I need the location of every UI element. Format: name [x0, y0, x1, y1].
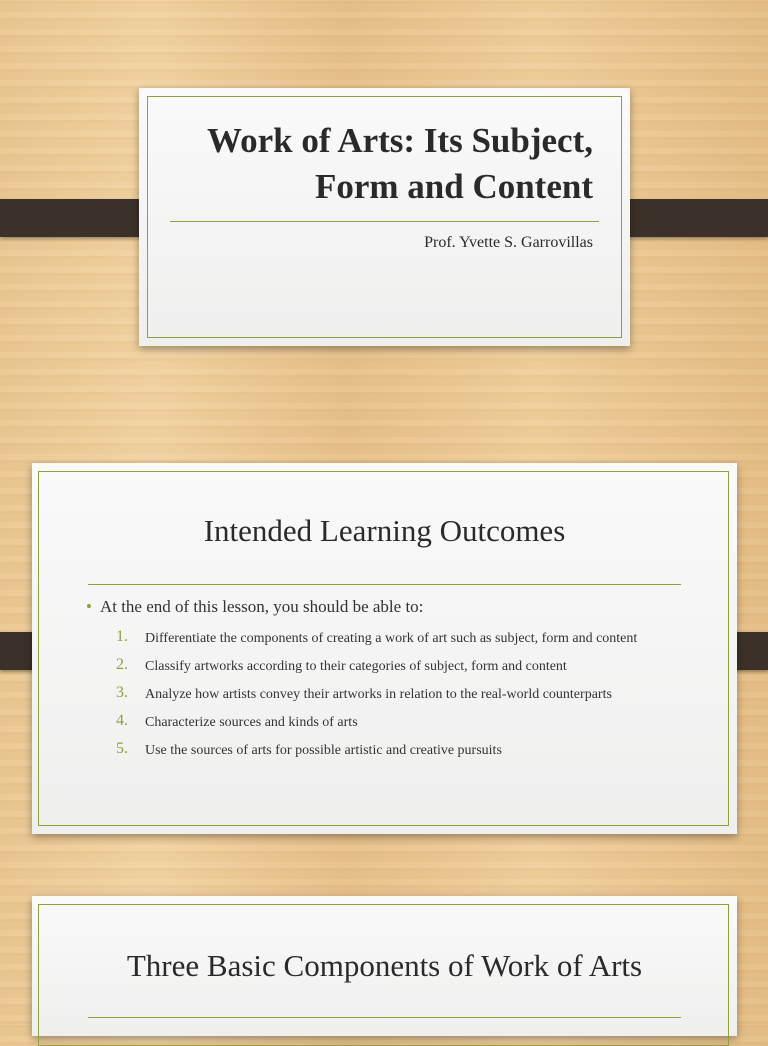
slide-title: Intended Learning Outcomes: [203, 513, 566, 548]
list-item-text: Analyze how artists convey their artworks in relation to the real-world counterparts: [145, 687, 612, 702]
bullet-intro: [86, 597, 423, 617]
list-item: [112, 741, 657, 761]
list-number: 3.: [116, 684, 128, 701]
title-divider: [88, 1017, 681, 1018]
list-item-text: Differentiate the components of creating a work of art such as subject, form and content: [145, 631, 638, 646]
slide-1-band-right: [613, 199, 768, 237]
list-item-text: Classify artworks according to their categories of subject, form and content: [145, 659, 567, 674]
list-item-text: Characterize sources and kinds of arts: [145, 715, 358, 730]
outcomes-list: [112, 629, 657, 769]
bullet-icon: •: [86, 597, 92, 616]
list-item: [112, 685, 657, 705]
title-divider: [88, 584, 681, 585]
components-slide: [32, 896, 737, 1036]
list-item-text: Use the sources of arts for possible artistic and creative pursuits: [145, 743, 502, 758]
list-number: 2.: [116, 656, 128, 673]
list-number: 4.: [116, 712, 128, 729]
slide-1-band-left: [0, 199, 155, 237]
list-item: [112, 629, 657, 649]
intro-text: At the end of this lesson, you should be able to:: [99, 597, 424, 616]
list-number: 1.: [116, 628, 128, 645]
list-number: 5.: [116, 740, 128, 757]
slide-author: Prof. Yvette S. Garrovillas: [424, 234, 593, 251]
title-divider: [170, 221, 599, 222]
slide-title: Work of Arts: Its Subject, Form and Content: [207, 121, 593, 206]
list-item: [112, 657, 657, 677]
title-slide: [139, 88, 630, 346]
list-item: [112, 713, 657, 733]
slide-title: Three Basic Components of Work of Arts: [126, 948, 643, 983]
learning-outcomes-slide: [32, 463, 737, 834]
